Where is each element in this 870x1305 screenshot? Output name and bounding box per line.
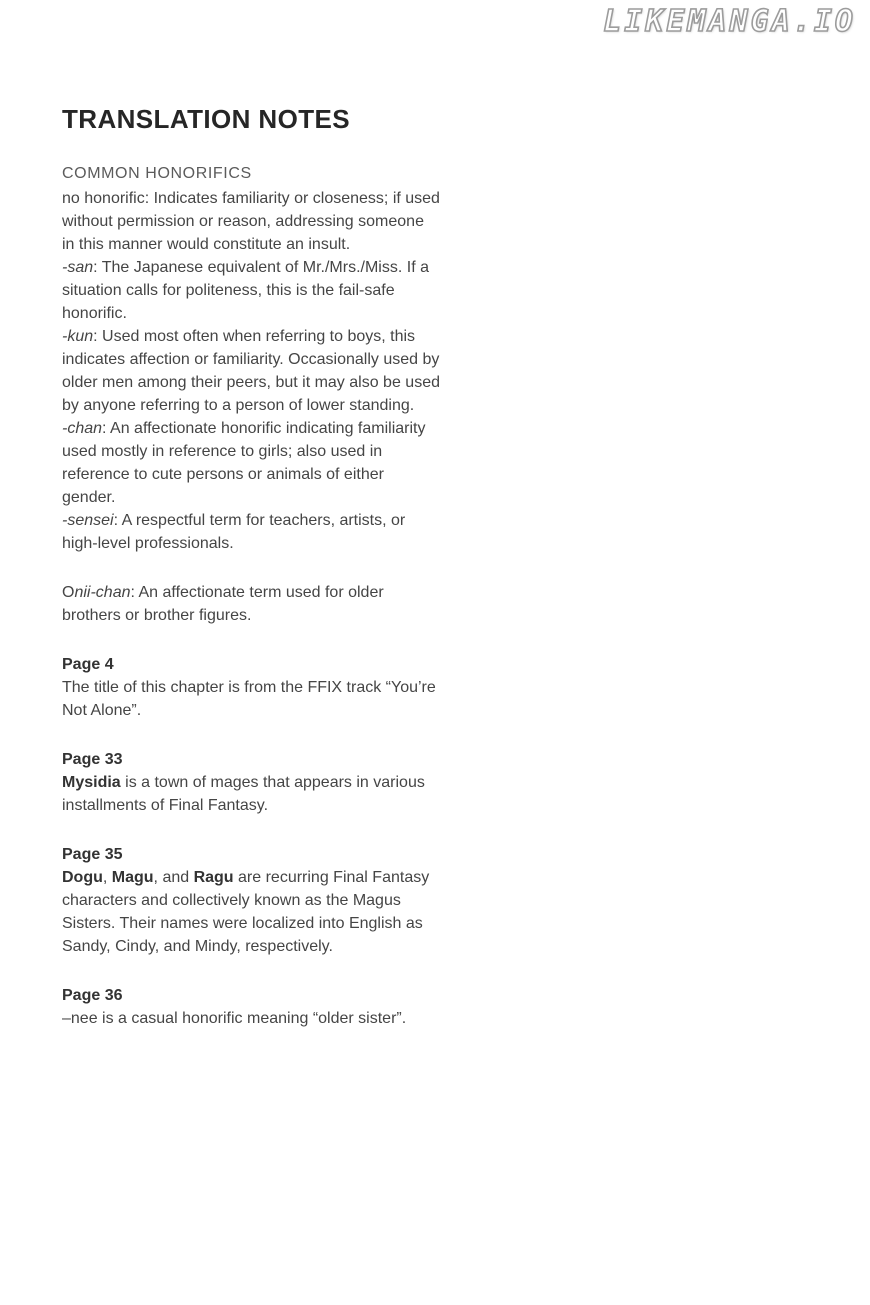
text-run: : The Japanese equivalent of Mr./Mrs./Miss. If a situation calls for politeness, this is the fail-safe honorific. (62, 259, 429, 322)
text-run-italic: -kun (62, 328, 94, 345)
note-paragraph (62, 417, 440, 509)
text-run-bold: Dogu (62, 869, 103, 886)
text-run-italic: -sensei (62, 512, 114, 529)
text-run: : A respectful term for teachers, artists, or high-level professionals. (62, 512, 406, 552)
text-run-bold: Ragu (193, 869, 234, 886)
text-run: : An affectionate term used for older brothers or brother figures. (62, 584, 384, 624)
text-run: –nee is a casual honorific meaning “older sister”. (62, 1010, 407, 1027)
site-watermark-logo: LIKEMANGA.IO (603, 4, 856, 39)
note-paragraph (62, 676, 440, 722)
text-run: : An affectionate honorific indicating familiarity used mostly in reference to girls; also used in reference to cute persons or animals of either gender. (62, 420, 426, 506)
text-run-italic: -san (62, 259, 94, 276)
text-run: , and (153, 869, 194, 886)
text-run-italic: nii-chan (74, 584, 131, 601)
section-heading-page-33: Page 33 (62, 751, 123, 768)
section-page-35 (62, 843, 440, 958)
note-paragraph (62, 771, 440, 817)
section-onii-chan (62, 581, 440, 627)
note-paragraph (62, 325, 440, 417)
note-paragraph (62, 256, 440, 325)
section-heading-common-honorifics: COMMON HONORIFICS (62, 165, 252, 182)
note-paragraph (62, 187, 440, 256)
page-title: TRANSLATION NOTES (62, 104, 350, 134)
section-heading-page-4: Page 4 (62, 656, 114, 673)
section-heading-page-36: Page 36 (62, 987, 123, 1004)
note-paragraph (62, 866, 440, 958)
text-run-bold: Magu (111, 869, 154, 886)
note-paragraph (62, 1007, 440, 1030)
text-run-bold: Mysidia (62, 774, 121, 791)
text-run: is a town of mages that appears in various installments of Final Fantasy. (62, 774, 425, 814)
text-run: are recurring Final Fantasy characters and collectively known as the Magus Sisters. Their names were localized into English as Sandy, Cindy, and Mindy, respectively. (62, 869, 430, 955)
note-paragraph (62, 509, 440, 555)
text-run-italic: -chan (62, 420, 103, 437)
section-page-33 (62, 748, 440, 817)
section-common-honorifics (62, 165, 440, 555)
text-run: : Used most often when referring to boys, this indicates affection or familiarity. Occasionally used by older men among their peers, but it may also be used by anyone referring to a person of lower standing. (62, 328, 440, 414)
text-run: no honorific: Indicates familiarity or closeness; if used without permission or reason, addressing someone in this manner would constitute an insult. (62, 190, 440, 253)
text-run: The title of this chapter is from the FFIX track “You’re Not Alone”. (62, 679, 436, 719)
text-run: O (62, 584, 75, 601)
text-run: , (102, 869, 112, 886)
note-paragraph (62, 581, 440, 627)
section-page-4 (62, 653, 440, 722)
notes-content (62, 104, 440, 1056)
section-heading-page-35: Page 35 (62, 846, 123, 863)
notes-sections (62, 165, 440, 1030)
section-page-36 (62, 984, 440, 1030)
